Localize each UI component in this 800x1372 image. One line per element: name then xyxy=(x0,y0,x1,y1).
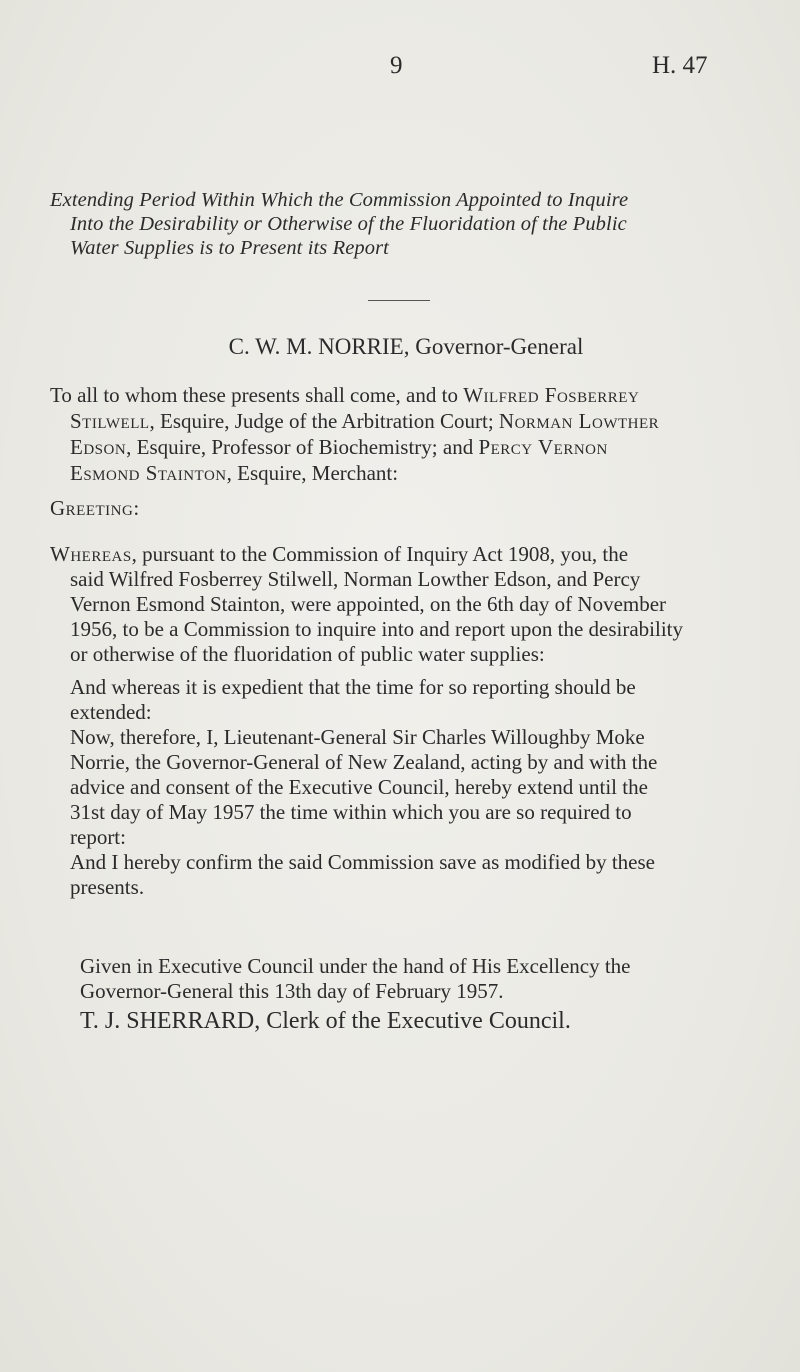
address-line-4 xyxy=(50,460,762,486)
warrant-body xyxy=(50,542,766,900)
address-line-1 xyxy=(50,382,762,408)
address-text: , Esquire, Judge of the Arbitration Court; xyxy=(149,409,499,433)
body-line: extended: xyxy=(70,700,152,724)
body-line: And I hereby confirm the said Commission save as modified by these xyxy=(70,850,655,874)
body-line xyxy=(50,542,766,567)
commissioner-name: Wilfred Fosberrey xyxy=(463,383,640,407)
body-text: , pursuant to the Commission of Inquiry Act 1908, you, the xyxy=(131,542,629,566)
clerk-signature: T. J. SHERRARD, Clerk of the Executive Council. xyxy=(80,1008,571,1034)
address-paragraph xyxy=(50,382,762,486)
document-title xyxy=(50,188,760,260)
body-line: presents. xyxy=(70,875,145,899)
given-in-council xyxy=(50,954,766,1004)
body-line: Now, therefore, I, Lieutenant-General Sir Charles Willoughby Moke xyxy=(70,725,645,749)
title-line-3: Water Supplies is to Present its Report xyxy=(70,237,389,259)
body-line: report: xyxy=(70,825,126,849)
whereas-word: Whereas xyxy=(50,542,132,566)
body-line: Vernon Esmond Stainton, were appointed, on the 6th day of November xyxy=(70,592,667,616)
given-line-2: Governor-General this 13th day of February 1957. xyxy=(80,979,504,1003)
body-line: said Wilfred Fosberrey Stilwell, Norman Lowther Edson, and Percy xyxy=(70,567,641,591)
address-line-2 xyxy=(50,408,762,434)
address-text: , Esquire, Professor of Biochemistry; and xyxy=(126,435,479,459)
commissioner-name: Esmond Stainton xyxy=(70,461,227,485)
body-line: 31st day of May 1957 the time within which you are so required to xyxy=(70,800,632,824)
title-line-2: Into the Desirability or Otherwise of the Fluoridation of the Public xyxy=(70,213,627,235)
address-line-3 xyxy=(50,434,762,460)
body-line: or otherwise of the fluoridation of public water supplies: xyxy=(70,642,545,666)
commissioner-name: Norman Lowther xyxy=(498,409,660,433)
title-divider xyxy=(368,300,430,301)
commissioner-name: Edson xyxy=(70,435,127,459)
page-number: 9 xyxy=(390,52,403,79)
body-line: 1956, to be a Commission to inquire into and report upon the desirability xyxy=(70,617,683,641)
commissioner-name: Percy Vernon xyxy=(478,435,608,459)
commissioner-name: Stilwell xyxy=(70,409,150,433)
page-header xyxy=(0,52,800,92)
greeting: Greeting: xyxy=(50,496,140,520)
body-line: And whereas it is expedient that the time for so reporting should be xyxy=(70,675,636,699)
governor-general-heading: C. W. M. NORRIE, Governor-General xyxy=(228,334,584,359)
given-line-1: Given in Executive Council under the hand of His Excellency the xyxy=(80,954,631,978)
address-text: , Esquire, Merchant: xyxy=(226,461,399,485)
body-line: Norrie, the Governor-General of New Zealand, acting by and with the xyxy=(70,750,658,774)
document-reference: H. 47 xyxy=(652,52,708,79)
body-line: advice and consent of the Executive Council, hereby extend until the xyxy=(70,775,648,799)
address-text: To all to whom these presents shall come, and to xyxy=(50,383,464,407)
title-line-1: Extending Period Within Which the Commission Appointed to Inquire xyxy=(50,189,629,211)
